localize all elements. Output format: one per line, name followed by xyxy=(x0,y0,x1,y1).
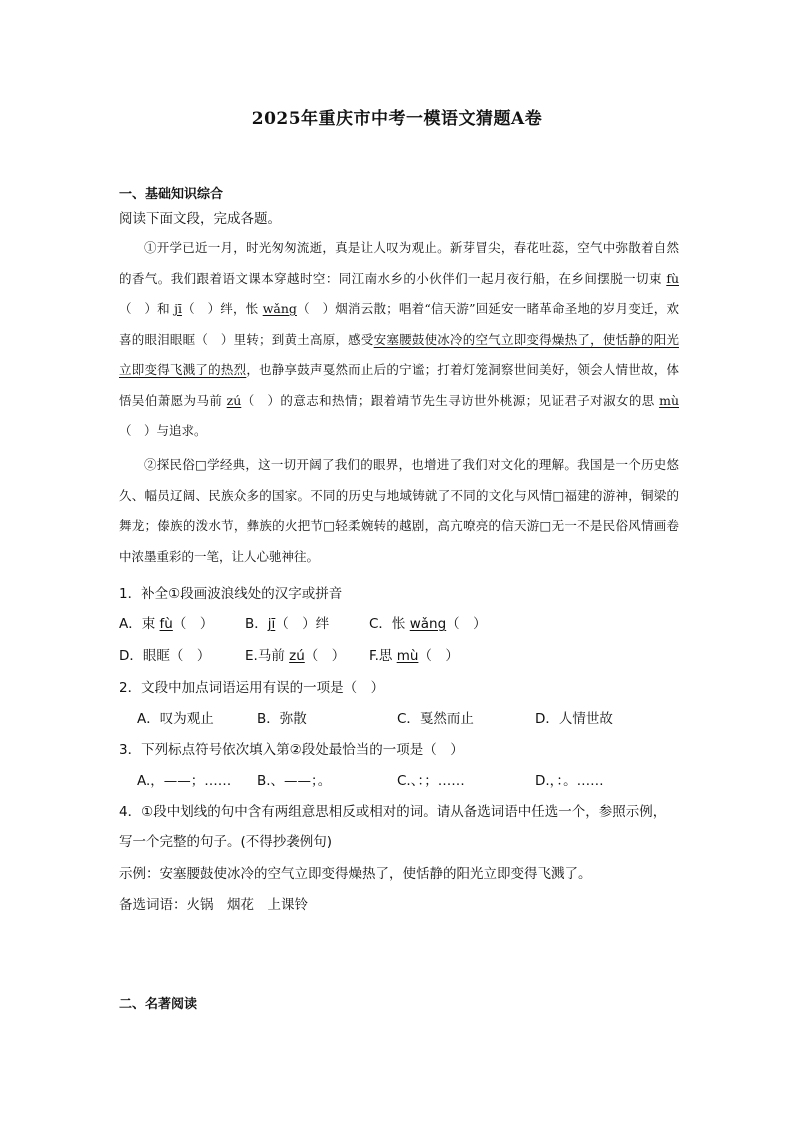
question-3-stem: 3．下列标点符号依次填入第②段处最恰当的一项是（ ） xyxy=(119,742,464,758)
passage-paragraph-2: ②探民俗□学经典，这一切开阔了我们的眼界，也增进了我们对文化的理解。我国是一个历史悠久、幅员辽阔、民族众多的国家。不同的历史与地域铸就了不同的文化与风情□福建的游神，铜梁的舞龙；傣族的泼水节，彝族的火把节□轻柔婉转的越剧，高亢嘹亮的信天游□无一不是民俗风情画卷中浓墨重彩的一笔，让人心驰神往。 xyxy=(119,457,679,564)
option-d: D．眼眶（ ） xyxy=(119,648,211,664)
question-4-stem-line-1: 4．①段中划线的句中含有两组意思相反或相对的词。请从备选词语中任选一个，参照示例， xyxy=(119,804,667,820)
q3-option-b: B.、——；。 xyxy=(257,773,332,789)
question-1-stem: 1．补全①段画波浪线处的汉字或拼音 xyxy=(119,586,343,602)
question-4-example: 示例：安塞腰鼓使冰冷的空气立即变得燥热了，使恬静的阳光立即变得飞溅了。 xyxy=(119,866,592,882)
q2-option-c: C．戛然而止 xyxy=(397,711,474,727)
question-4-stem-line-2: 写一个完整的句子。(不得抄袭例句) xyxy=(119,834,333,850)
q2-option-a: A．叹为观止 xyxy=(137,711,214,727)
page-title: 2025年重庆市中考一模语文猜题A卷 xyxy=(251,109,543,129)
q2-option-d: D．人情世故 xyxy=(535,711,613,727)
q3-option-a: A.，——；…… xyxy=(137,773,232,789)
underlined-sentence: 安塞腰鼓使冰冷的空气立即变得燥热了，使恬静的阳光立即变得飞溅了的热烈 xyxy=(119,331,679,377)
section1-instruction: 阅读下面文段，完成各题。 xyxy=(119,211,281,227)
option-b: B．jī（ ）绊 xyxy=(245,616,330,632)
q3-option-d: D.，：。…… xyxy=(535,773,604,789)
option-f: F.思 mù（ ） xyxy=(369,648,459,664)
option-e: E.马前 zú（ ） xyxy=(245,648,346,664)
section2-heading: 二、名著阅读 xyxy=(119,997,198,1012)
passage-paragraph-1: ①开学已近一月，时光匆匆流逝，真是让人叹为观止。新芽冒尖，春花吐蕊，空气中弥散着自然的香气。我们跟着语文课本穿越时空：同江南水乡的小伙伴们一起月夜行船，在乡间摆脱一切束 fù（ ）和 jī（ ）绊，怅 wǎng（ ）烟消云散；唱着“信天游”回延安一睹革命圣地的岁月变迁，欢喜的眼泪眼眶（ ）里转；到黄土高原，感受安塞腰鼓使冰冷的空气立即变得燥热了，使恬静的阳光立即变得飞溅了的热烈，也静享鼓声戛然而止后的宁谧；打着灯笼洞察世间美好，领会人情世故，体悟吴伯萧愿为马前 zú（ ）的意志和热情；跟着靖节先生寻访世外桃源；见证君子对淑女的思 mù（ ）与追求。 xyxy=(119,240,679,438)
question-2-stem: 2．文段中加点词语运用有误的一项是（ ） xyxy=(119,680,385,696)
pinyin-fu: fù xyxy=(666,270,679,286)
section1-heading: 一、基础知识综合 xyxy=(119,187,224,202)
pinyin-mu: mù xyxy=(659,392,679,408)
pinyin-wang: wǎng xyxy=(262,301,297,316)
q2-option-b: B．弥散 xyxy=(257,711,307,727)
q3-option-c: C.、：；…… xyxy=(397,773,465,789)
question-4-word-options: 备选词语：火锅 烟花 上课铃 xyxy=(119,897,308,913)
pinyin-ji: jī xyxy=(174,301,182,316)
option-c: C．怅 wǎng（ ） xyxy=(369,616,487,632)
pinyin-zu: zú xyxy=(226,392,242,408)
option-a: A．束 fù（ ） xyxy=(119,616,214,632)
